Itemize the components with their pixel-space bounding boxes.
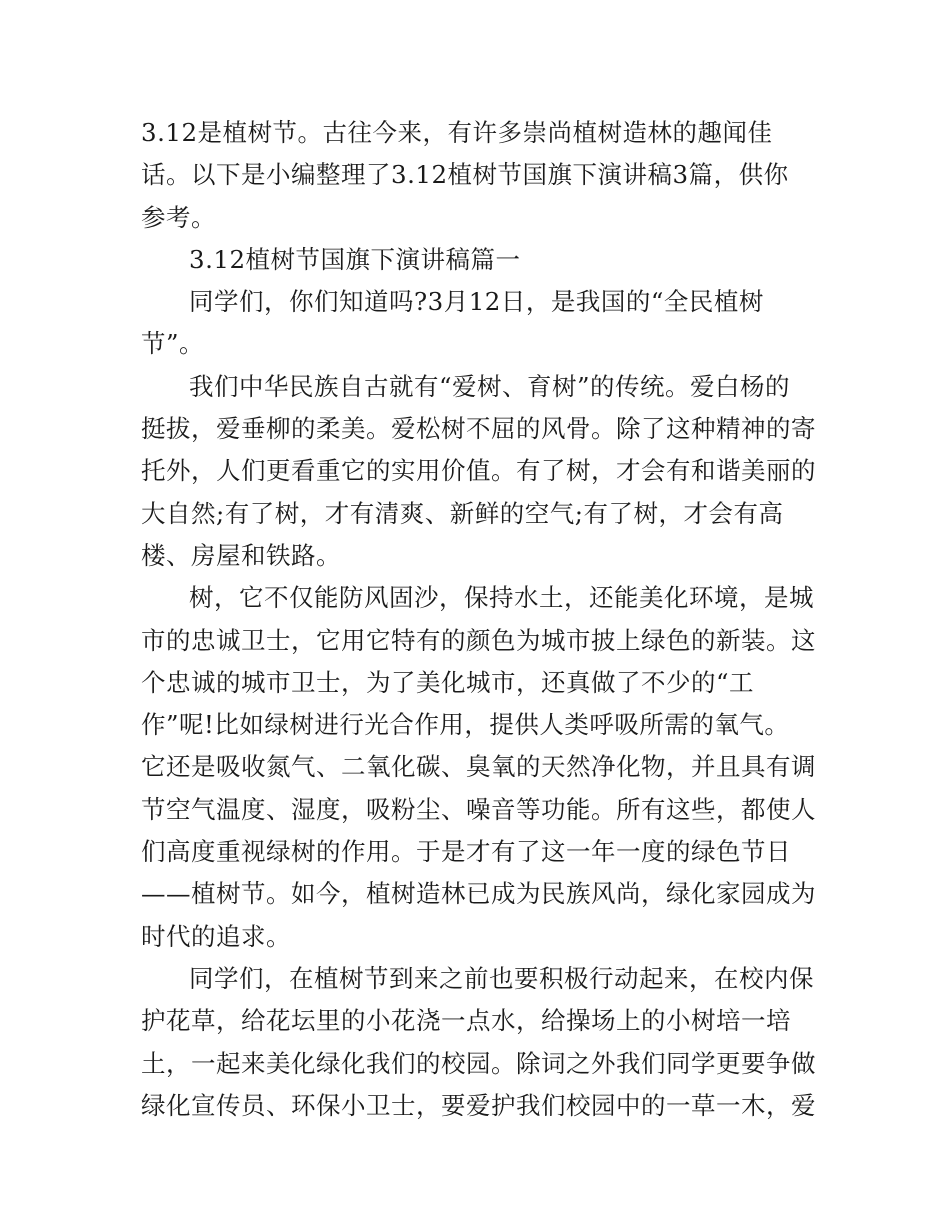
text-line: 护花草，给花坛里的小花浇一点水，给操场上的小树培一培 bbox=[141, 1006, 791, 1036]
text-line: 大自然;有了树，才有清爽、新鲜的空气;有了树，才会有高 bbox=[141, 498, 784, 528]
text-line: 3.12是植树节。古往今来，有许多崇尚植树造林的趣闻佳 bbox=[141, 118, 773, 147]
text-line: 绿化宣传员、环保小卫士，要爱护我们校园中的一草一木，爱 bbox=[141, 1090, 816, 1120]
text-line: 土，一起来美化绿化我们的校园。除词之外我们同学更要争做 bbox=[141, 1048, 816, 1078]
speech-text bbox=[141, 112, 816, 1127]
text-line: 挺拔，爱垂柳的柔美。爱松树不屈的风骨。除了这种精神的寄 bbox=[141, 414, 816, 444]
text-line: 同学们，在植树节到来之前也要积极行动起来，在校内保 bbox=[189, 963, 814, 993]
section-heading: 3.12植树节国旗下演讲稿篇一 bbox=[189, 244, 521, 274]
text-line: 时代的追求。 bbox=[141, 921, 291, 951]
text-line: 们高度重视绿树的作用。于是才有了这一年一度的绿色节日 bbox=[141, 837, 791, 867]
text-line: 节”。 bbox=[141, 329, 205, 359]
text-line: 同学们，你们知道吗?3月12日，是我国的“全民植树 bbox=[189, 287, 764, 317]
text-line: 它还是吸收氮气、二氧化碳、臭氧的天然净化物，并且具有调 bbox=[141, 752, 816, 782]
text-line: 树，它不仅能防风固沙，保持水土，还能美化环境，是城 bbox=[189, 583, 814, 613]
text-line: 个忠诚的城市卫士，为了美化城市，还真做了不少的“工 bbox=[141, 667, 755, 697]
text-line: 楼、房屋和铁路。 bbox=[141, 540, 341, 570]
text-line: 作”呢!比如绿树进行光合作用，提供人类呼吸所需的氧气。 bbox=[141, 710, 790, 740]
text-line: 托外，人们更看重它的实用价值。有了树，才会有和谐美丽的 bbox=[141, 456, 816, 486]
text-line: 参考。 bbox=[141, 202, 216, 232]
text-line: ——植树节。如今，植树造林已成为民族风尚，绿化家园成为 bbox=[141, 879, 816, 909]
text-line: 市的忠诚卫士，它用它特有的颜色为城市披上绿色的新装。这 bbox=[141, 625, 816, 655]
text-line: 我们中华民族自古就有“爱树、育树”的传统。爱白杨的 bbox=[189, 371, 791, 401]
text-line: 话。以下是小编整理了3.12植树节国旗下演讲稿3篇，供你 bbox=[141, 160, 789, 190]
text-line: 节空气温度、湿度，吸粉尘、噪音等功能。所有这些，都使人 bbox=[141, 794, 816, 824]
